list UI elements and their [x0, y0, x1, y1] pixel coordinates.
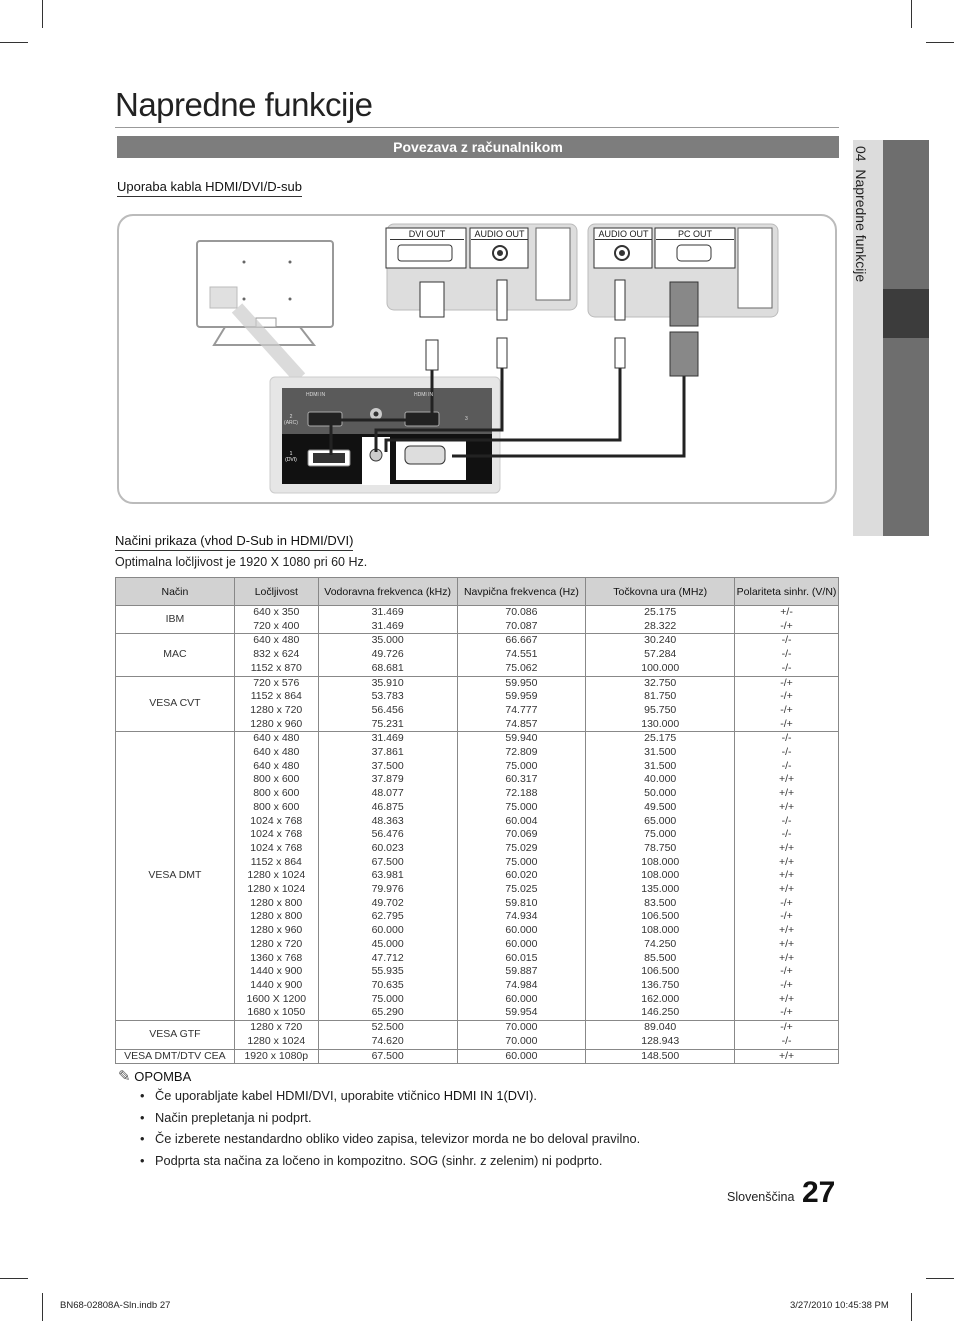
note-item: • Način prepletanja ni podprt.	[140, 1109, 312, 1125]
crop-mark	[926, 1278, 954, 1279]
crop-mark	[0, 1278, 28, 1279]
chapter-title: Napredne funkcije	[853, 169, 869, 283]
hdmi-in-label-2: HDMI IN	[414, 392, 434, 398]
footer-language: Slovenščina	[727, 1190, 795, 1204]
value-cell: 35.910 53.783 56.456 75.231	[318, 676, 457, 732]
mode-cell: VESA CVT	[116, 676, 235, 732]
value-cell: 1280 x 720 1280 x 1024	[234, 1021, 318, 1049]
mode-cell: MAC	[116, 634, 235, 676]
side-tab-label	[853, 146, 869, 282]
column-header: Točkovna ura (MHz)	[586, 578, 735, 606]
cable-section-heading: Uporaba kabla HDMI/DVI/D-sub	[117, 179, 302, 197]
title-divider	[115, 127, 839, 128]
value-cell: +/+	[735, 1049, 839, 1064]
pc-dvi-audio-in-label: PC / DVI AUDIO IN	[364, 471, 388, 483]
note-item: • Podprta sta načina za ločeno in kompozitno. SOG (sinhr. z zelenim) ni podprto.	[140, 1152, 603, 1168]
connection-diagram	[117, 214, 837, 504]
mode-cell: VESA DMT	[116, 732, 235, 1021]
bullet-icon: •	[140, 1088, 145, 1103]
mode-cell: IBM	[116, 606, 235, 634]
value-cell: +/- -/+	[735, 606, 839, 634]
print-date-info: 3/27/2010 10:45:38 PM	[790, 1300, 889, 1311]
page-title: Napredne funkcije	[115, 86, 373, 123]
value-cell: 59.950 59.959 74.777 74.857	[457, 676, 586, 732]
table-header-row	[116, 578, 839, 606]
side-tab-strip	[883, 140, 929, 536]
section-banner: Povezava z računalnikom	[117, 136, 839, 158]
audio-out-label-pc2: AUDIO OUT	[595, 229, 652, 240]
table-row	[116, 732, 839, 1021]
crop-mark	[926, 42, 954, 43]
value-cell: 52.500 74.620	[318, 1021, 457, 1049]
port-number-3: 3	[465, 416, 468, 422]
value-cell: 1920 x 1080p	[234, 1049, 318, 1064]
bullet-icon: •	[140, 1109, 145, 1125]
chapter-number: 04	[853, 146, 869, 162]
column-header: Način	[116, 578, 235, 606]
note-heading	[118, 1067, 191, 1085]
column-header: Vodoravna frekvenca (kHz)	[318, 578, 457, 606]
value-cell: 31.469 37.861 37.500 37.879 48.077 46.875 48.363 56.476 60.023 67.500 63.981 79.976 49.702 62.795 60.000 45.000 47.712 55.935 70.635 75.000 65.290	[318, 732, 457, 1021]
mode-cell: VESA DMT/DTV CEA	[116, 1049, 235, 1064]
pencil-icon: ✎	[118, 1068, 131, 1085]
pc-in-label: PC IN	[423, 473, 437, 479]
note-list	[140, 1087, 640, 1173]
value-cell: 66.667 74.551 75.062	[457, 634, 586, 676]
value-cell: 720 x 576 1152 x 864 1280 x 720 1280 x 960	[234, 676, 318, 732]
table-row	[116, 1021, 839, 1049]
modes-section-heading: Načini prikaza (vhod D-Sub in HDMI/DVI)	[115, 533, 353, 551]
audio-out-label-pc1: AUDIO OUT	[471, 229, 528, 240]
value-cell: 640 x 480 832 x 624 1152 x 870	[234, 634, 318, 676]
column-header: Polariteta sinhr. (V/N)	[735, 578, 839, 606]
mode-cell: VESA GTF	[116, 1021, 235, 1049]
value-cell: 31.469 31.469	[318, 606, 457, 634]
value-cell: -/+ -/+ -/+ -/+	[735, 676, 839, 732]
value-cell: 640 x 480 640 x 480 640 x 480 800 x 600 800 x 600 800 x 600 1024 x 768 1024 x 768 1024 x 768 1152 x 864 1280 x 1024 1280 x 1024 1280 x 800 1280 x 800 1280 x 960 1280 x 720 1360 x 768 1440 x 900 1440 x 900 1600 X 1200 1680 x 1050	[234, 732, 318, 1021]
bullet-icon: •	[140, 1131, 145, 1146]
value-cell: 70.000 70.000	[457, 1021, 586, 1049]
table-row	[116, 1049, 839, 1064]
value-cell: 67.500	[318, 1049, 457, 1064]
side-tab-active-marker	[883, 289, 929, 338]
table-row	[116, 676, 839, 732]
value-cell: 59.940 72.809 75.000 60.317 72.188 75.000 60.004 70.069 75.029 75.000 60.020 75.025 59.810 74.934 60.000 60.000 60.015 59.887 74.984 60.000 59.954	[457, 732, 586, 1021]
note-label: OPOMBA	[134, 1069, 192, 1084]
bullet-icon: •	[140, 1152, 145, 1168]
value-cell: 60.000	[457, 1049, 586, 1064]
value-cell: 30.240 57.284 100.000	[586, 634, 735, 676]
value-cell: 35.000 49.726 68.681	[318, 634, 457, 676]
optimal-resolution-text: Optimalna ločljivost je 1920 X 1080 pri 60 Hz.	[115, 555, 368, 569]
table-row	[116, 634, 839, 676]
column-header: Navpična frekvenca (Hz)	[457, 578, 586, 606]
crop-mark	[42, 1293, 43, 1321]
value-cell: 89.040 128.943	[586, 1021, 735, 1049]
page-number: 27	[802, 1176, 836, 1209]
crop-mark	[911, 1293, 912, 1321]
crop-mark	[42, 0, 43, 28]
value-cell: -/- -/- -/-	[735, 634, 839, 676]
crop-mark	[911, 0, 912, 28]
value-cell: 25.175 28.322	[586, 606, 735, 634]
value-cell: -/- -/- -/- +/+ +/+ +/+ -/- -/- +/+ +/+ +/+ +/+ -/+ -/+ +/+ +/+ +/+ -/+ -/+ +/+ -/+	[735, 732, 839, 1021]
value-cell: -/+ -/-	[735, 1021, 839, 1049]
note-item: • Če izberete nestandardno obliko video zapisa, televizor morda ne bo deloval pravilno.	[140, 1131, 641, 1146]
value-cell: 70.086 70.087	[457, 606, 586, 634]
port-number-1: 1 (DVI)	[285, 451, 297, 463]
pc-out-label: PC OUT	[656, 229, 734, 240]
dvi-out-label: DVI OUT	[390, 229, 464, 240]
table-row	[116, 606, 839, 634]
port-number-2: 2 (ARC)	[284, 414, 298, 426]
display-modes-table	[115, 577, 839, 1064]
value-cell: 32.750 81.750 95.750 130.000	[586, 676, 735, 732]
value-cell: 640 x 350 720 x 400	[234, 606, 318, 634]
column-header: Ločljivost	[234, 578, 318, 606]
note-item: • Če uporabljate kabel HDMI/DVI, uporabite vtičnico HDMI IN 1(DVI).	[140, 1088, 537, 1103]
crop-mark	[0, 42, 28, 43]
print-file-info: BN68-02808A-Sln.indb 27	[60, 1300, 171, 1311]
hdmi-in-label: HDMI IN	[306, 392, 326, 398]
value-cell: 148.500	[586, 1049, 735, 1064]
value-cell: 25.175 31.500 31.500 40.000 50.000 49.500 65.000 75.000 78.750 108.000 108.000 135.000 83.500 106.500 108.000 74.250 85.500 106.500 136.750 162.000 146.250	[586, 732, 735, 1021]
